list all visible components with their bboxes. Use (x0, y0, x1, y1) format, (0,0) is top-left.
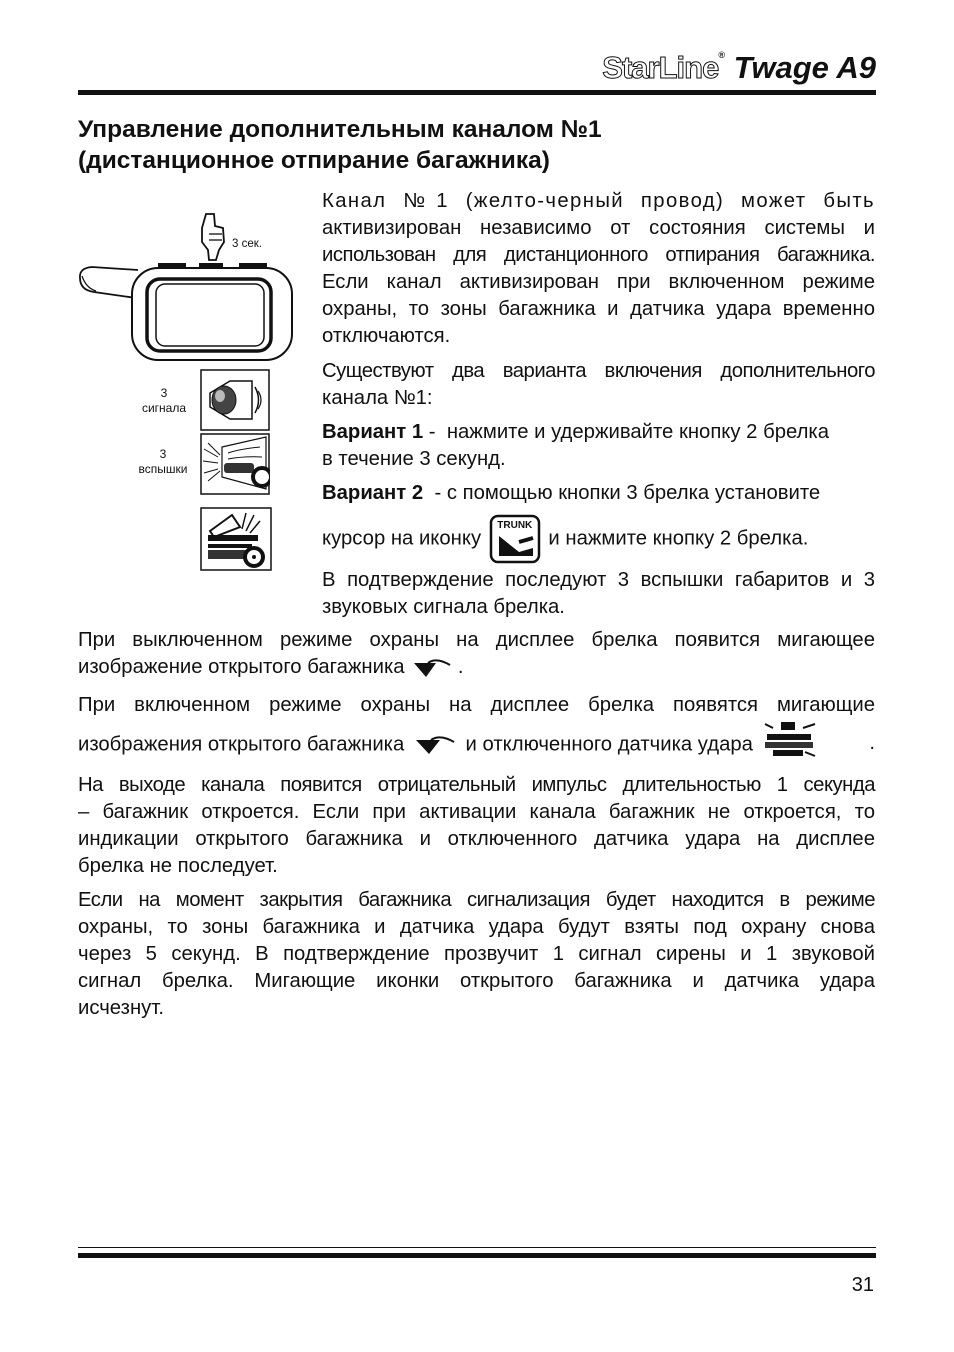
footer-rule-thick (78, 1253, 876, 1258)
paragraph-variant-2 (322, 480, 875, 564)
header-brand (602, 50, 876, 86)
p1-line-2: активизирован независимо от состояния системы и (322, 217, 875, 239)
p6-line-3: индикации открытого багажника и отключенного датчика удара на дисплее (78, 828, 875, 850)
brand-logo: StarLine (602, 50, 719, 85)
trunk-icon (489, 514, 541, 564)
flashes-label: вспышки (138, 462, 188, 476)
footer-rule-thin (78, 1247, 876, 1248)
finger-press-icon (202, 214, 224, 260)
p6-line-4: брелка не последует. (78, 855, 278, 877)
p2-line-2: канала №1: (322, 387, 433, 409)
p6-line-2: – багажник откроется. Если при активации канала багажник не откроется, то (78, 801, 875, 823)
paragraph-channel-description (322, 188, 875, 350)
p7-line-4: сигнал брелка. Мигающие иконки открытого багажника и датчика удара (78, 970, 875, 992)
model-name: Twage A9 (733, 50, 876, 85)
press-duration-label: 3 сек. (232, 238, 262, 250)
p5-line-2b: и отключенного датчика удара (465, 733, 753, 756)
signals-label: сигнала (141, 401, 187, 415)
p2-line-1: Существуют два варианта включения дополнительного (322, 360, 875, 382)
page-title (78, 114, 878, 176)
open-trunk-small-icon (412, 657, 452, 679)
p3-line-2: звуковых сигнала брелка. (322, 596, 565, 618)
p1-line-1: Канал №1 (желто-черный провод) может быть (322, 190, 875, 212)
title-line-2: (дистанционное отпирание багажника) (78, 147, 550, 174)
page-number: 31 (851, 1274, 874, 1296)
p6-line-1: На выходе канала появится отрицательный импульс длительностью 1 секунда (78, 774, 875, 796)
p7-line-3: через 5 секунд. В подтверждение прозвучит 1 сигнал сирены и 1 звуковой (78, 943, 875, 965)
paragraph-variants-intro (322, 358, 875, 412)
open-trunk-shock-icon (200, 507, 272, 571)
paragraph-disarmed-mode (78, 627, 875, 681)
variant-2-label: Вариант 2 (322, 482, 424, 504)
signals-caption (130, 386, 198, 416)
flashing-lights-icon (200, 433, 270, 495)
paragraph-armed-mode (78, 692, 875, 757)
shock-sensor-off-icon (763, 720, 817, 760)
p1-line-5: охраны, то зоны багажника и датчика удара временно (322, 298, 875, 320)
paragraph-confirmation (322, 567, 875, 621)
p1-line-4: Если канал активизирован при включенном режиме (322, 271, 875, 293)
signals-count: 3 (160, 386, 168, 400)
p5-line-2a: изображения открытого багажника (78, 733, 405, 756)
variant-2-line-2b: и нажмите кнопку 2 брелка. (548, 527, 809, 550)
flashes-caption (130, 447, 196, 477)
p3-line-1: В подтверждение последуют 3 вспышки габаритов и 3 (322, 569, 875, 591)
siren-icon (200, 369, 270, 431)
paragraph-channel-output (78, 772, 875, 880)
p4-end: . (457, 656, 464, 678)
p7-line-1: Если на момент закрытия багажника сигнализация будет находится в режиме (78, 889, 875, 911)
p7-line-2: охраны, то зоны багажника и датчика удара будут взяты под охрану снова (78, 916, 875, 938)
open-trunk-small-icon (414, 734, 456, 756)
variant-2-line-2a: курсор на иконку (322, 527, 482, 550)
trunk-icon-text: TRUNK (497, 520, 533, 531)
paragraph-trunk-closing (78, 887, 875, 1022)
p4-line-1: При выключенном режиме охраны на дисплее брелка появится мигающее (78, 629, 875, 651)
p7-line-5: исчезнут. (78, 997, 164, 1019)
variant-1-line-2: в течение 3 секунд. (322, 448, 506, 470)
paragraph-variant-1 (322, 419, 875, 473)
variant-2-line-1: - с помощью кнопки 3 брелка установите (423, 482, 821, 504)
variant-1-label: Вариант 1 (322, 421, 424, 443)
p4-line-2: изображение открытого багажника (78, 656, 405, 678)
title-line-1: Управление дополнительным каналом №1 (78, 116, 602, 143)
keyfob-illustration (76, 212, 296, 362)
brand-registered-mark: ® (718, 50, 725, 60)
p5-end: . (869, 732, 875, 754)
p1-line-3: использован для дистанционного отпирания багажника. (322, 244, 875, 266)
variant-1-line-1: - нажмите и удерживайте кнопку 2 брелка (423, 421, 830, 443)
p5-line-1: При включенном режиме охраны на дисплее брелка появятся мигающие (78, 694, 875, 716)
flashes-count: 3 (159, 447, 167, 461)
header-rule (78, 90, 876, 95)
p1-line-6: отключаются. (322, 325, 451, 347)
